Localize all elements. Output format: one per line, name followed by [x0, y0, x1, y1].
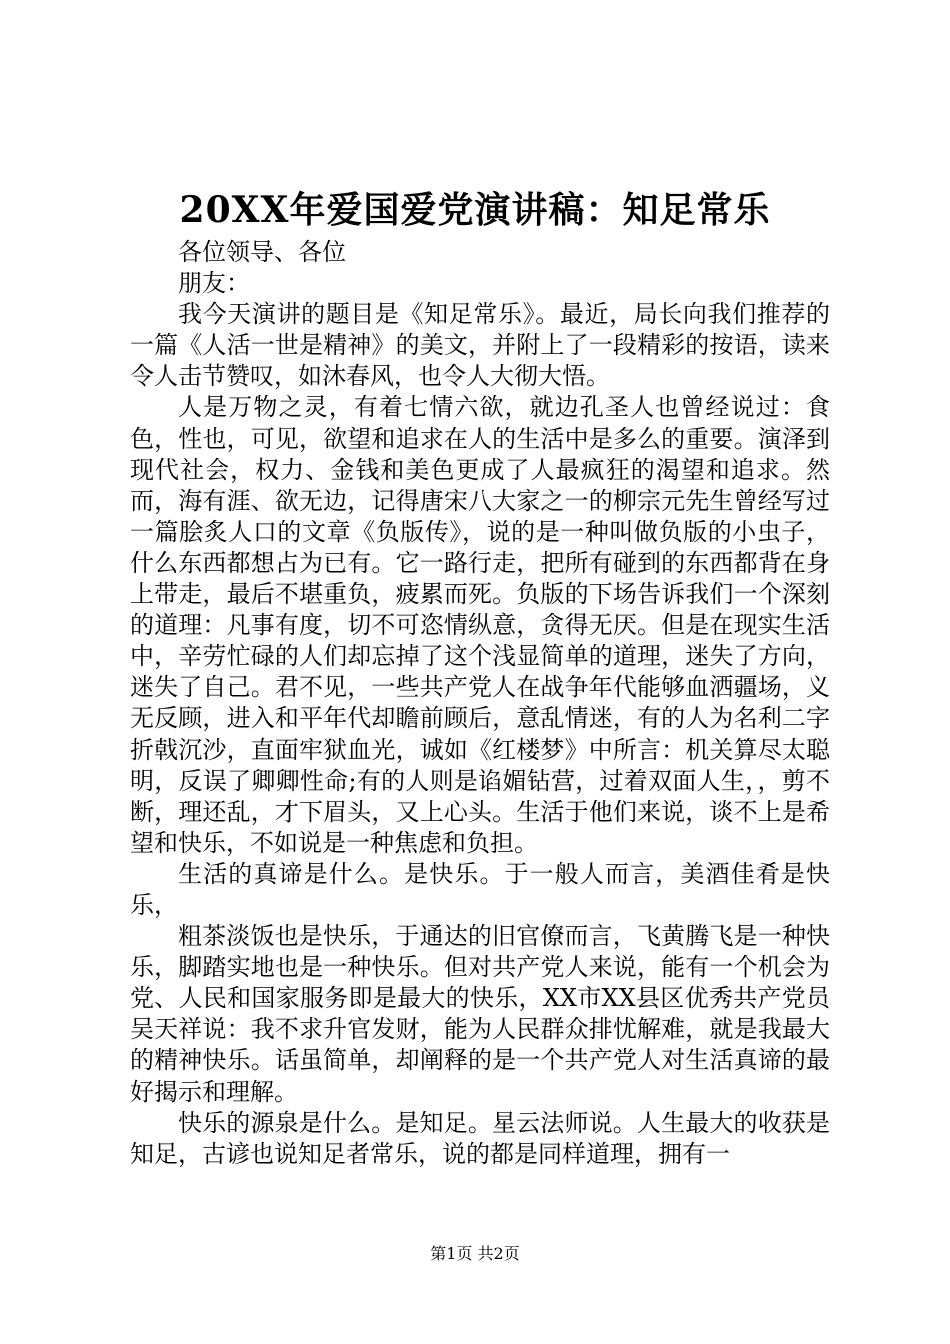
- document-body: [130, 237, 830, 1170]
- paragraph: 各位领导、各位: [178, 238, 346, 266]
- paragraph: 朋友：: [178, 269, 250, 298]
- paragraph: 粗茶淡饭也是快乐，于通达的旧官僚而言，飞黄腾飞是一种快乐，脚踏实地也是一种快乐。但对共产党人来说，能有一个机会为党、人民和国家服务即是最大的快乐，XX市XX县区优秀共产党员吴天祥说：我不求升官发财，能为人民群众排忧解难，就是我最大的精神快乐。话虽简单，却阐释的是一个共产党人对生活真谛的最好揭示和理解。: [130, 922, 830, 1106]
- paragraph: 我今天演讲的题目是《知足常乐》。最近，局长向我们推荐的一篇《人活一世是精神》的美文，并附上了一段精彩的按语，读来令人击节赞叹，如沐春风，也令人大彻大悟。: [130, 300, 830, 391]
- page-footer: 第1页 共2页: [430, 1244, 520, 1263]
- paragraph: 生活的真谛是什么。是快乐。于一般人而言，美酒佳肴是快乐，: [130, 859, 830, 919]
- paragraph: 人是万物之灵，有着七情六欲，就边孔圣人也曾经说过：食色，性也，可见，欲望和追求在人的生活中是多么的重要。演泽到现代社会，权力、金钱和美色更成了人最疯狂的渴望和追求。然而，海有涯、欲无边，记得唐宋八大家之一的柳宗元先生曾经写过一篇脍炙人口的文章《负版传》，说的是一种叫做负版的小虫子，什么东西都想占为已有。它一路行走，把所有碰到的东西都背在身上带走，最后不堪重负，疲累而死。负版的下场告诉我们一个深刻的道理：凡事有度，切不可恣情纵意，贪得无厌。但是在现实生活中，辛劳忙碌的人们却忘掉了这个浅显简单的道理，迷失了方向，迷失了自己。君不见，一些共产党人在战争年代能够血洒疆场，义无反顾，进入和平年代却瞻前顾后，意乱情迷，有的人为名利二字折戟沉沙，直面牢狱血光，诚如《红楼梦》中所言：机关算尽太聪明，反误了卿卿性命;有的人则是谄媚钻营，过着双面人生，，剪不断，理还乱，才下眉头，又上心头。生活于他们来说，谈不上是希望和快乐，不如说是一种焦虑和负担。: [130, 393, 830, 857]
- paragraph: 快乐的源泉是什么。是知足。星云法师说。人生最大的收获是知足，古谚也说知足者常乐，说的都是同样道理，拥有一: [130, 1108, 830, 1168]
- document-title: 20XX年爱国爱党演讲稿：知足常乐: [179, 189, 771, 231]
